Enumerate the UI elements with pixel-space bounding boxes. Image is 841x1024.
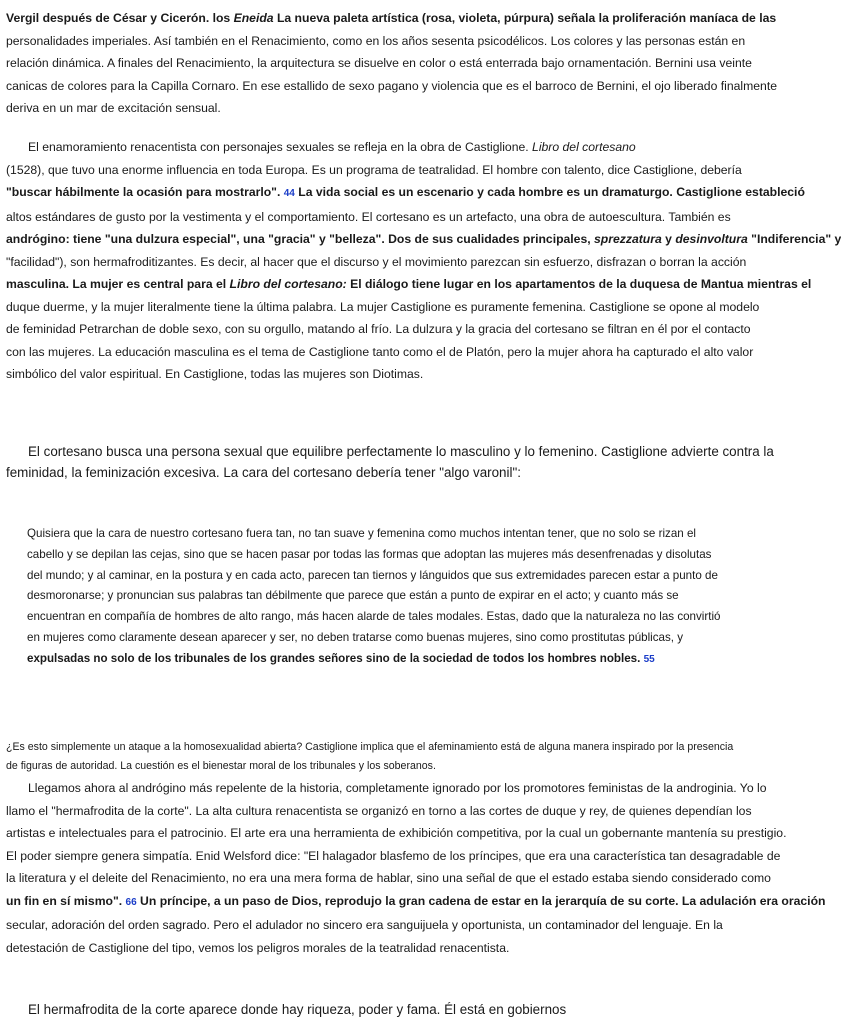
paragraph-5 [6,777,826,959]
p2-line-5: andrógino: tiene "una dulzura especial", una "gracia" y "belleza". Dos de sus cualidades principales, sprezzatura y desinvoltura "Indiferencia" y [6,232,841,246]
p1-line-1: Vergil después de César y Cicerón. los Eneida La nueva paleta artística (rosa, violeta, púrpura) señala la proliferación maníaca de las [6,11,777,25]
paragraph-3 [6,441,774,483]
footnote-link-66[interactable]: 66 [125,896,137,908]
p2-line-2: (1528), que tuvo una enorme influencia en toda Europa. Es un programa de teatralidad. El hombre con talento, dice Castiglione, debería [6,162,742,177]
p6-line-1: El hermafrodita de la corte aparece donde hay riqueza, poder y fama. Él está en gobiernos [28,1002,567,1017]
quote-line-7: expulsadas no solo de los tribunales de los grandes señores sino de la sociedad de todos los hombres nobles. 55 [27,651,655,665]
quote-line-3: del mundo; y al caminar, en la postura y en cada acto, parecen tan tiernos y lánguidos que sus extremidades parecen estar a punto de [27,568,718,582]
p5-line-2: llamo el "hermafrodita de la corte". La alta cultura renacentista se organizó en torno a las cortes de duque y rey, de quienes dependían los [6,803,752,818]
p5-line-8: detestación de Castiglione del tipo, vemos los peligros morales de la teatralidad renacentista. [6,940,510,955]
paragraph-2 [6,136,841,386]
p2-line-6: "facilidad"), son hermafroditizantes. Es decir, al hacer que el discurso y el movimiento parezcan sin esfuerzo, disfrazan o borran la acción [6,254,747,269]
p2-line-7: masculina. La mujer es central para el Libro del cortesano: El diálogo tiene lugar en los apartamentos de la duquesa de Mantua mientras el [6,277,812,291]
p2-line-3: "buscar hábilmente la ocasión para mostrarlo". 44 La vida social es un escenario y cada hombre es un dramaturgo. Castiglione estableció [6,185,805,199]
quote-line-4: desmoronarse; y pronuncian sus palabras tan débilmente que parece que están a punto de expirar en el acto; y cuanto más se [27,589,679,603]
p3-line-2: feminidad, la feminización excesiva. La cara del cortesano debería tener "algo varonil": [6,465,521,480]
p1-line-3: relación dinámica. A finales del Renacimiento, la arquitectura se disuelve en color o está enterrada bajo ornamentación. Bernini usa veinte [6,56,752,70]
p2-line-11: simbólico del valor espiritual. En Castiglione, todas las mujeres son Diotimas. [6,367,424,381]
p1-line-2: personalidades imperiales. Así también en el Renacimiento, como en los años sesenta psicodélicos. Los colores y las personas están en [6,33,746,48]
p4-line-1: ¿Es esto simplemente un ataque a la homosexualidad abierta? Castiglione implica que el afeminamiento está de alguna manera inspirado por la presencia [6,741,734,753]
quote-line-1: Quisiera que la cara de nuestro cortesano fuera tan, no tan suave y femenina como muchos intentan tener, que no solo se rizan el [27,527,696,540]
quote-line-5: encuentran en compañía de hombres de alto rango, más hacen alarde de tales modales. Estas, dado que la naturaleza no las convirtió [27,610,721,624]
quote-line-2: cabello y se depilan las cejas, sino que se hacen pasar por todas las formas que adoptan las mujeres más desenfrenadas y disolutas [27,547,712,561]
p5-line-3: artistas e intelectuales para el patrocinio. El arte era una herramienta de exhibición competitiva, por la cual un gobernante mantenía su prestigio. [6,826,787,840]
footnote-link-44[interactable]: 44 [283,188,295,199]
p5-line-5: la literatura y el deleite del Renacimiento, no era una mera forma de hablar, sino una señal de que el estado estaba siendo considerado como [6,871,771,885]
p5-line-6: un fin en sí mismo". 66 Un príncipe, a un paso de Dios, reprodujo la gran cadena de estar en la jerarquía de su corte. La adulación era oración [6,893,826,908]
paragraph-6 [6,999,764,1020]
p5-line-4: El poder siempre genera simpatía. Enid Welsford dice: "El halagador blasfemo de los príncipes, que era una característica tan desagradable de [6,848,781,863]
paragraph-1 [6,7,777,120]
p2-line-10: con las mujeres. La educación masculina es el tema de Castiglione tanto como el de Platón, pero la mujer ahora ha capturado el alto valor [6,344,754,359]
quote-line-6: en mujeres como claramente desean aparecer y ser, no deben tratarse como buenas mujeres, sino como prostitutas públicas, y [27,630,684,644]
p2-line-9: de feminidad Petrarchan de doble sexo, con su orgullo, matando al frío. La dulzura y la gracia del cortesano se filtran en él por el contacto [6,322,751,336]
block-quote [27,524,757,671]
p5-line-7: secular, adoración del orden sagrado. Pero el adulador no sincero era sanguijuela y oportunista, un contaminador del lenguaje. En la [6,918,723,932]
footnote-link-55[interactable]: 55 [643,653,655,665]
p2-line-4: altos estándares de gusto por la vestimenta y el comportamiento. El cortesano es un artefacto, una obra de autoescultura. También es [6,209,731,224]
p4-line-2: de figuras de autoridad. La cuestión es el bienestar moral de los tribunales y los soberanos. [6,760,436,772]
p1-line-4: canicas de colores para la Capilla Cornaro. En ese estallido de sexo pagano y violencia que es el barroco de Bernini, el ojo liberado finalmente [6,78,777,93]
paragraph-4 [6,738,764,776]
p1-line-5: deriva en un mar de excitación sensual. [6,101,221,115]
p2-line-1: El enamoramiento renacentista con personajes sexuales se refleja en la obra de Castiglione. Libro del cortesano [28,140,636,154]
p5-line-1: Llegamos ahora al andrógino más repelente de la historia, completamente ignorado por los promotores feministas de la androginia. Yo lo [28,781,767,795]
p2-line-8: duque duerme, y la mujer literalmente tiene la última palabra. La mujer Castiglione es puramente femenina. Castiglione se opone al modelo [6,299,760,314]
p3-line-1: El cortesano busca una persona sexual que equilibre perfectamente lo masculino y lo femenino. Castiglione advierte contra la [28,444,774,459]
